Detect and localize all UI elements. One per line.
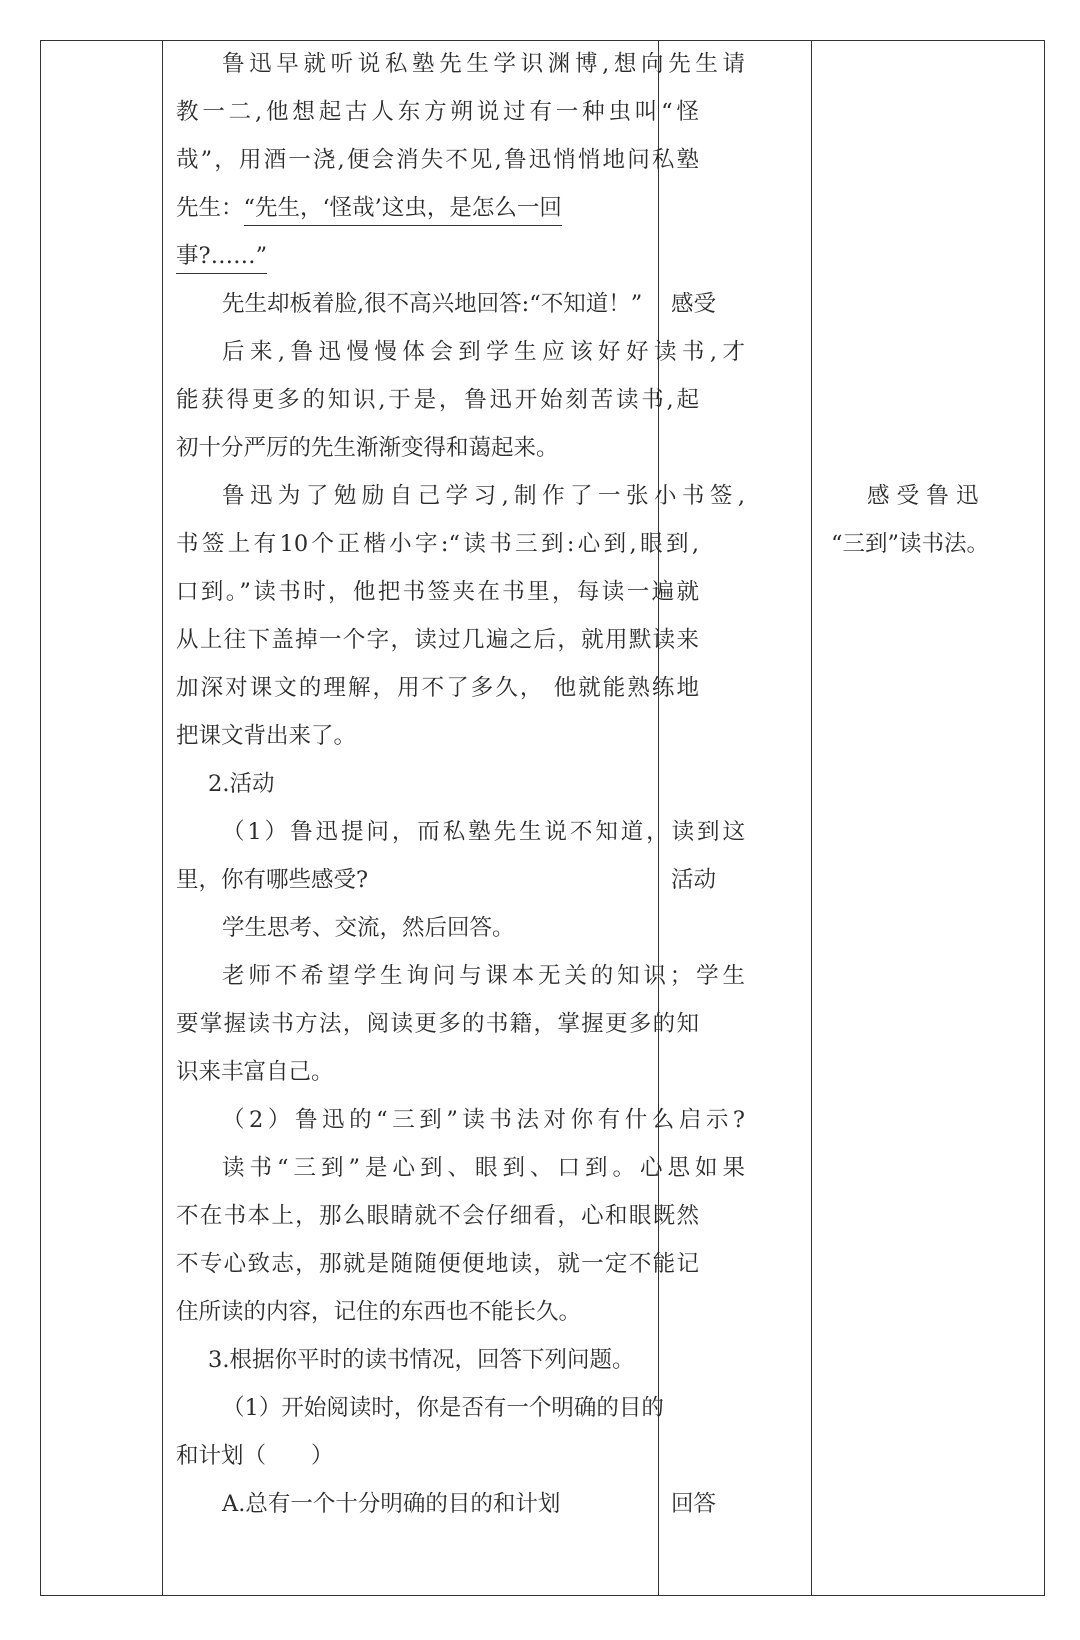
student-activity-answer: 回答 (671, 1491, 717, 1517)
question-line: （1）开始阅读时，你是否有一个明确的目的 (222, 1395, 664, 1421)
content-line: 先生却板着脸,很不高兴地回答:“不知道！” (222, 291, 643, 317)
content-line: 鲁迅早就听说私塾先生学识渊博,想向先生请 (222, 51, 745, 77)
content-line: 口到。”读书时，他把书签夹在书里，每读一遍就 (176, 579, 699, 605)
lesson-table (40, 40, 1045, 1596)
content-line: 哉”，用酒一浇,便会消失不见,鲁迅悄悄地问私塾 (176, 147, 699, 173)
content-line: 鲁迅为了勉励自己学习,制作了一张小书签, (222, 483, 745, 509)
content-line (176, 193, 699, 223)
underlined-quote: 事?……” (176, 243, 267, 274)
design-intent-line: “三到”读书法。 (831, 531, 990, 557)
content-line: 读书“三到”是心到、眼到、口到。心思如果 (222, 1155, 745, 1181)
column-divider (162, 41, 163, 1595)
student-activity-activity: 活动 (671, 867, 717, 893)
column-divider (811, 41, 812, 1595)
content-line: 不专心致志，那就是随随便便地读，就一定不能记 (176, 1251, 699, 1277)
student-activity-feel: 感受 (671, 291, 717, 317)
content-line: 里，你有哪些感受? (176, 867, 369, 893)
content-line: 把课文背出来了。 (176, 723, 357, 749)
design-intent-line: 感 受 鲁 迅 (867, 483, 979, 509)
content-line: 从上往下盖掉一个字，读过几遍之后，就用默读来 (176, 627, 699, 653)
content-line: 老师不希望学生询问与课本无关的知识；学生 (222, 963, 745, 989)
content-line-prefix: 先生： (176, 195, 244, 221)
section-heading: 2.活动 (208, 771, 275, 797)
content-line: 住所读的内容，记住的东西也不能长久。 (176, 1299, 582, 1325)
content-line: （1）鲁迅提问，而私塾先生说不知道，读到这 (222, 819, 745, 845)
content-line: 能获得更多的知识,于是，鲁迅开始刻苦读书,起 (176, 387, 699, 413)
content-line: 学生思考、交流，然后回答。 (222, 915, 515, 941)
section-heading: 3.根据你平时的读书情况，回答下列问题。 (208, 1347, 635, 1373)
content-line: 要掌握读书方法，阅读更多的书籍，掌握更多的知 (176, 1011, 699, 1037)
content-line: 教一二,他想起古人东方朔说过有一种虫叫“怪 (176, 99, 699, 125)
content-line: 书签上有10个正楷小字:“读书三到:心到,眼到, (176, 531, 699, 557)
answer-option: A.总有一个十分明确的目的和计划 (222, 1491, 561, 1517)
question-line: 和计划（ ） (176, 1443, 334, 1469)
content-line: （2）鲁迅的“三到”读书法对你有什么启示? (222, 1107, 745, 1133)
content-line: 初十分严厉的先生渐渐变得和蔼起来。 (176, 435, 559, 461)
underlined-quote: “先生，‘怪哉’这虫，是怎么一回 (244, 195, 562, 226)
content-line: 加深对课文的理解，用不了多久， 他就能熟练地 (176, 675, 699, 701)
content-line (176, 241, 699, 271)
content-line: 不在书本上，那么眼睛就不会仔细看，心和眼既然 (176, 1203, 699, 1229)
content-line: 识来丰富自己。 (176, 1059, 334, 1085)
content-line: 后来,鲁迅慢慢体会到学生应该好好读书,才 (222, 339, 745, 365)
